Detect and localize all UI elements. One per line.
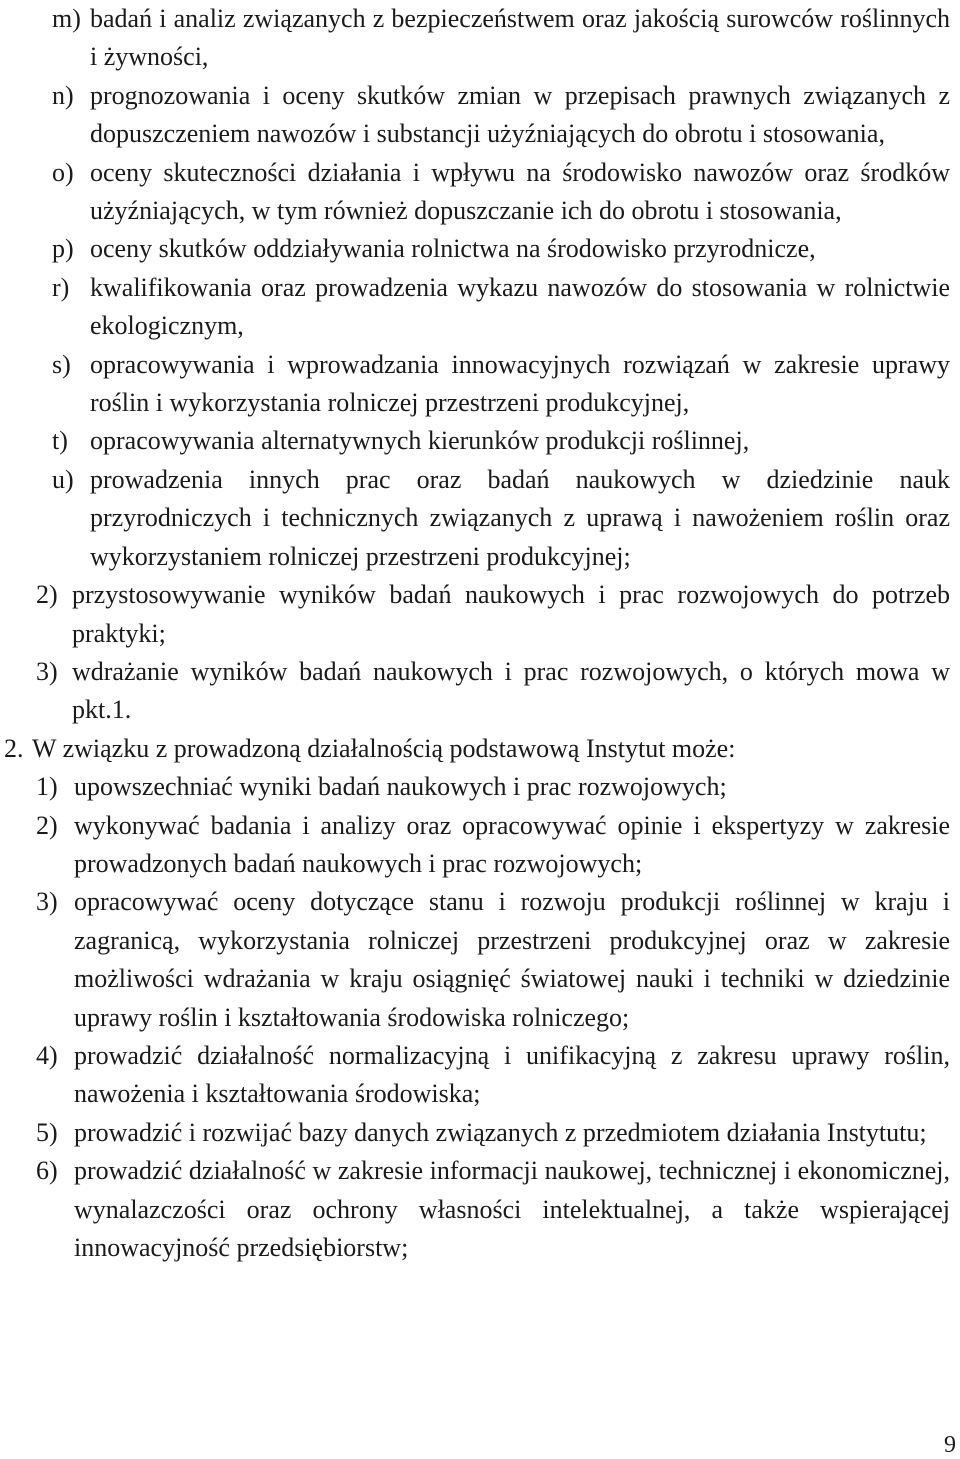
list-item-s: [52, 346, 950, 423]
item-marker: r): [52, 272, 70, 302]
item-text: badań i analiz związanych z bezpieczeństwem oraz jakością surowców roślinnych i żywności,: [90, 4, 950, 72]
list-item-n: [52, 77, 950, 154]
item-text: prowadzić i rozwijać bazy danych związanych z przedmiotem działania Instytutu;: [74, 1117, 927, 1147]
item-marker: t): [52, 426, 68, 456]
section-marker: 2.: [4, 733, 24, 763]
item-marker: o): [52, 157, 74, 187]
item-text: opracowywać oceny dotyczące stanu i rozwoju produkcji roślinnej w kraju i zagranicą, wykorzystania rolniczej przestrzeni produkcyjnej oraz w zakresie możliwości wdrażania w kraju osiągnięć światowej nauki i techniki w dziedzinie uprawy roślin i kształtowania środowiska rolniczego;: [74, 887, 950, 1032]
item-marker: 3): [36, 887, 58, 917]
item-marker: 4): [36, 1040, 58, 1070]
item-text: prognozowania i oceny skutków zmian w przepisach prawnych związanych z dopuszczeniem nawozów i substancji użyźniających do obrotu i stosowania,: [90, 80, 950, 149]
item-marker: 6): [36, 1156, 58, 1186]
list-item-sec2-2: [36, 807, 950, 884]
item-text: opracowywania i wprowadzania innowacyjnych rozwiązań w zakresie uprawy roślin i wykorzystania rolniczej przestrzeni produkcyjnej,: [90, 349, 950, 418]
item-marker: m): [52, 4, 81, 33]
list-item-sec2-6: [36, 1152, 950, 1267]
list-item-sec2-3: [36, 883, 950, 1037]
item-text: wdrażanie wyników badań naukowych i prac rozwojowych, o których mowa w pkt.1.: [72, 656, 950, 725]
list-item-m: [52, 0, 950, 77]
section-text: W związku z prowadzoną działalnością podstawową Instytut może:: [32, 733, 736, 763]
item-text: kwalifikowania oraz prowadzenia wykazu nawozów do stosowania w rolnictwie ekologicznym,: [90, 272, 950, 341]
list-item-sec2-4: [36, 1037, 950, 1114]
item-text: prowadzić działalność w zakresie informacji naukowej, technicznej i ekonomicznej, wynalazczości oraz ochrony własności intelektualnej, a także wspierającej innowacyjność przedsiębiorstw;: [74, 1156, 950, 1262]
item-text: prowadzenia innych prac oraz badań naukowych w dziedzinie nauk przyrodniczych i technicznych związanych z uprawą i nawożeniem roślin oraz wykorzystaniem rolniczej przestrzeni produkcyjnej;: [90, 464, 950, 571]
item-marker: 1): [36, 772, 58, 802]
list-item-sec2-5: [36, 1114, 950, 1152]
list-item-o: [52, 154, 950, 231]
list-item-t: [52, 422, 950, 460]
item-text: prowadzić działalność normalizacyjną i unifikacyjną z zakresu uprawy roślin, nawożenia i kształtowania środowiska;: [74, 1040, 950, 1109]
item-marker: u): [52, 464, 74, 494]
item-marker: n): [52, 80, 74, 110]
item-text: oceny skuteczności działania i wpływu na środowisko nawozów oraz środków użyźniających, w tym również dopuszczanie ich do obrotu i stosowania,: [90, 157, 950, 226]
list-item-point-3: [36, 653, 950, 730]
item-text: wykonywać badania i analizy oraz opracowywać opinie i ekspertyzy w zakresie prowadzonych badań naukowych i prac rozwojowych;: [74, 810, 950, 878]
item-marker: 5): [36, 1117, 58, 1147]
item-text: upowszechniać wyniki badań naukowych i prac rozwojowych;: [74, 772, 727, 802]
item-text: oceny skutków oddziaływania rolnictwa na środowisko przyrodnicze,: [90, 234, 816, 264]
section-2-heading: [4, 730, 950, 768]
item-marker: 3): [36, 656, 58, 686]
list-item-u: [52, 461, 950, 576]
list-item-point-2: [36, 576, 950, 653]
item-text: przystosowywanie wyników badań naukowych i prac rozwojowych do potrzeb praktyki;: [72, 580, 950, 648]
item-marker: 2): [36, 580, 58, 610]
list-item-p: [52, 230, 950, 268]
page-number: 9: [944, 1432, 956, 1458]
item-marker: 2): [36, 810, 58, 840]
list-item-r: [52, 269, 950, 346]
item-marker: p): [52, 234, 74, 264]
list-item-sec2-1: [36, 768, 950, 806]
item-marker: s): [52, 349, 71, 379]
item-text: opracowywania alternatywnych kierunków produkcji roślinnej,: [90, 426, 750, 456]
